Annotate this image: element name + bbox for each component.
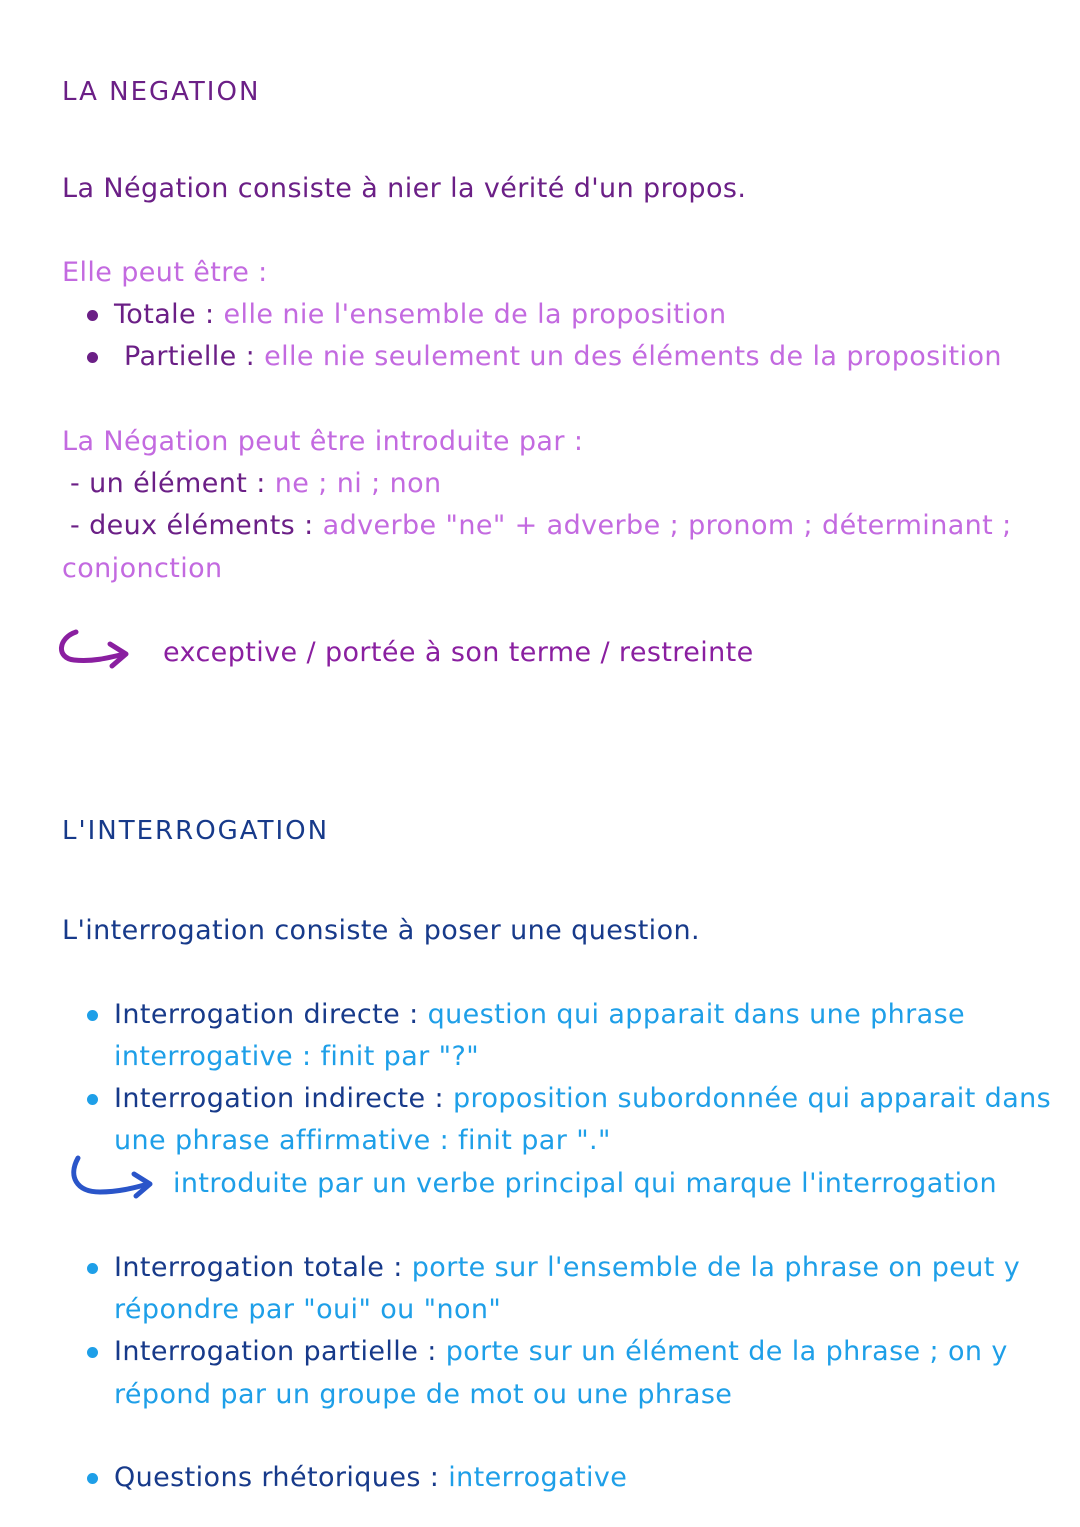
interrogation-item-term: Interrogation partielle :: [114, 1336, 437, 1367]
negation-form-desc: adverbe "ne" + adverbe ; pronom ; déterminant ;: [322, 510, 1012, 541]
negation-form-term: - deux éléments :: [70, 510, 314, 541]
interrogation-item-desc: interrogative: [448, 1462, 628, 1493]
interrogation-definition: L'interrogation consiste à poser une question.: [62, 915, 701, 946]
interrogation-item-indirecte: [114, 1082, 1051, 1116]
negation-type-desc: elle nie seulement un des éléments de la proposition: [264, 341, 1002, 372]
interrogation-item-desc: porte sur l'ensemble de la phrase on peut y: [411, 1252, 1021, 1283]
bullet-icon: [87, 1010, 98, 1021]
negation-type-partielle: [124, 340, 1002, 374]
interrogation-item-totale: [114, 1251, 1020, 1285]
negation-form-one: [70, 467, 442, 501]
interrogation-item-continuation: répond par un groupe de mot ou une phrase: [114, 1379, 733, 1410]
bullet-icon: [87, 1263, 98, 1274]
negation-type-term: Totale :: [114, 299, 215, 330]
negation-definition: La Négation consiste à nier la vérité d'un propos.: [62, 173, 747, 204]
interrogation-item-desc: proposition subordonnée qui apparait dans: [453, 1083, 1052, 1114]
interrogation-item-continuation: interrogative : finit par "?": [114, 1041, 480, 1072]
negation-form-term: - un élément :: [70, 468, 266, 499]
bullet-icon: [87, 1347, 98, 1358]
negation-type-totale: [114, 298, 727, 332]
interrogation-item-term: Questions rhétoriques :: [114, 1462, 440, 1493]
interrogation-item-term: Interrogation totale :: [114, 1252, 403, 1283]
interrogation-arrow-note: introduite par un verbe principal qui marque l'interrogation: [173, 1168, 997, 1199]
negation-type-term: Partielle :: [124, 341, 256, 372]
curved-arrow-icon: [66, 1154, 156, 1206]
interrogation-item-desc: porte sur un élément de la phrase ; on y: [445, 1336, 1008, 1367]
negation-introduced: La Négation peut être introduite par :: [62, 426, 584, 457]
negation-form-two: [70, 509, 1012, 543]
interrogation-title: L'INTERROGATION: [62, 816, 330, 846]
negation-title: LA NEGATION: [62, 77, 261, 107]
bullet-icon: [87, 1473, 98, 1484]
negation-arrow-note: exceptive / portée à son terme / restreinte: [163, 637, 754, 668]
interrogation-item-continuation: une phrase affirmative : finit par ".": [114, 1125, 611, 1156]
interrogation-item-term: Interrogation directe :: [114, 999, 419, 1030]
interrogation-item-partielle: [114, 1335, 1008, 1369]
negation-type-desc: elle nie l'ensemble de la proposition: [223, 299, 727, 330]
bullet-icon: [87, 1094, 98, 1105]
negation-form-desc: ne ; ni ; non: [274, 468, 442, 499]
interrogation-item-continuation: répondre par "oui" ou "non": [114, 1294, 502, 1325]
bullet-icon: [87, 310, 98, 321]
interrogation-item-term: Interrogation indirecte :: [114, 1083, 445, 1114]
interrogation-item-rhetoriques: [114, 1461, 627, 1495]
negation-intro: Elle peut être :: [62, 257, 268, 288]
curved-arrow-icon: [52, 626, 132, 672]
interrogation-item-directe: [114, 998, 965, 1032]
bullet-icon: [87, 352, 98, 363]
interrogation-item-desc: question qui apparait dans une phrase: [427, 999, 966, 1030]
negation-form-continuation: conjonction: [62, 553, 223, 584]
